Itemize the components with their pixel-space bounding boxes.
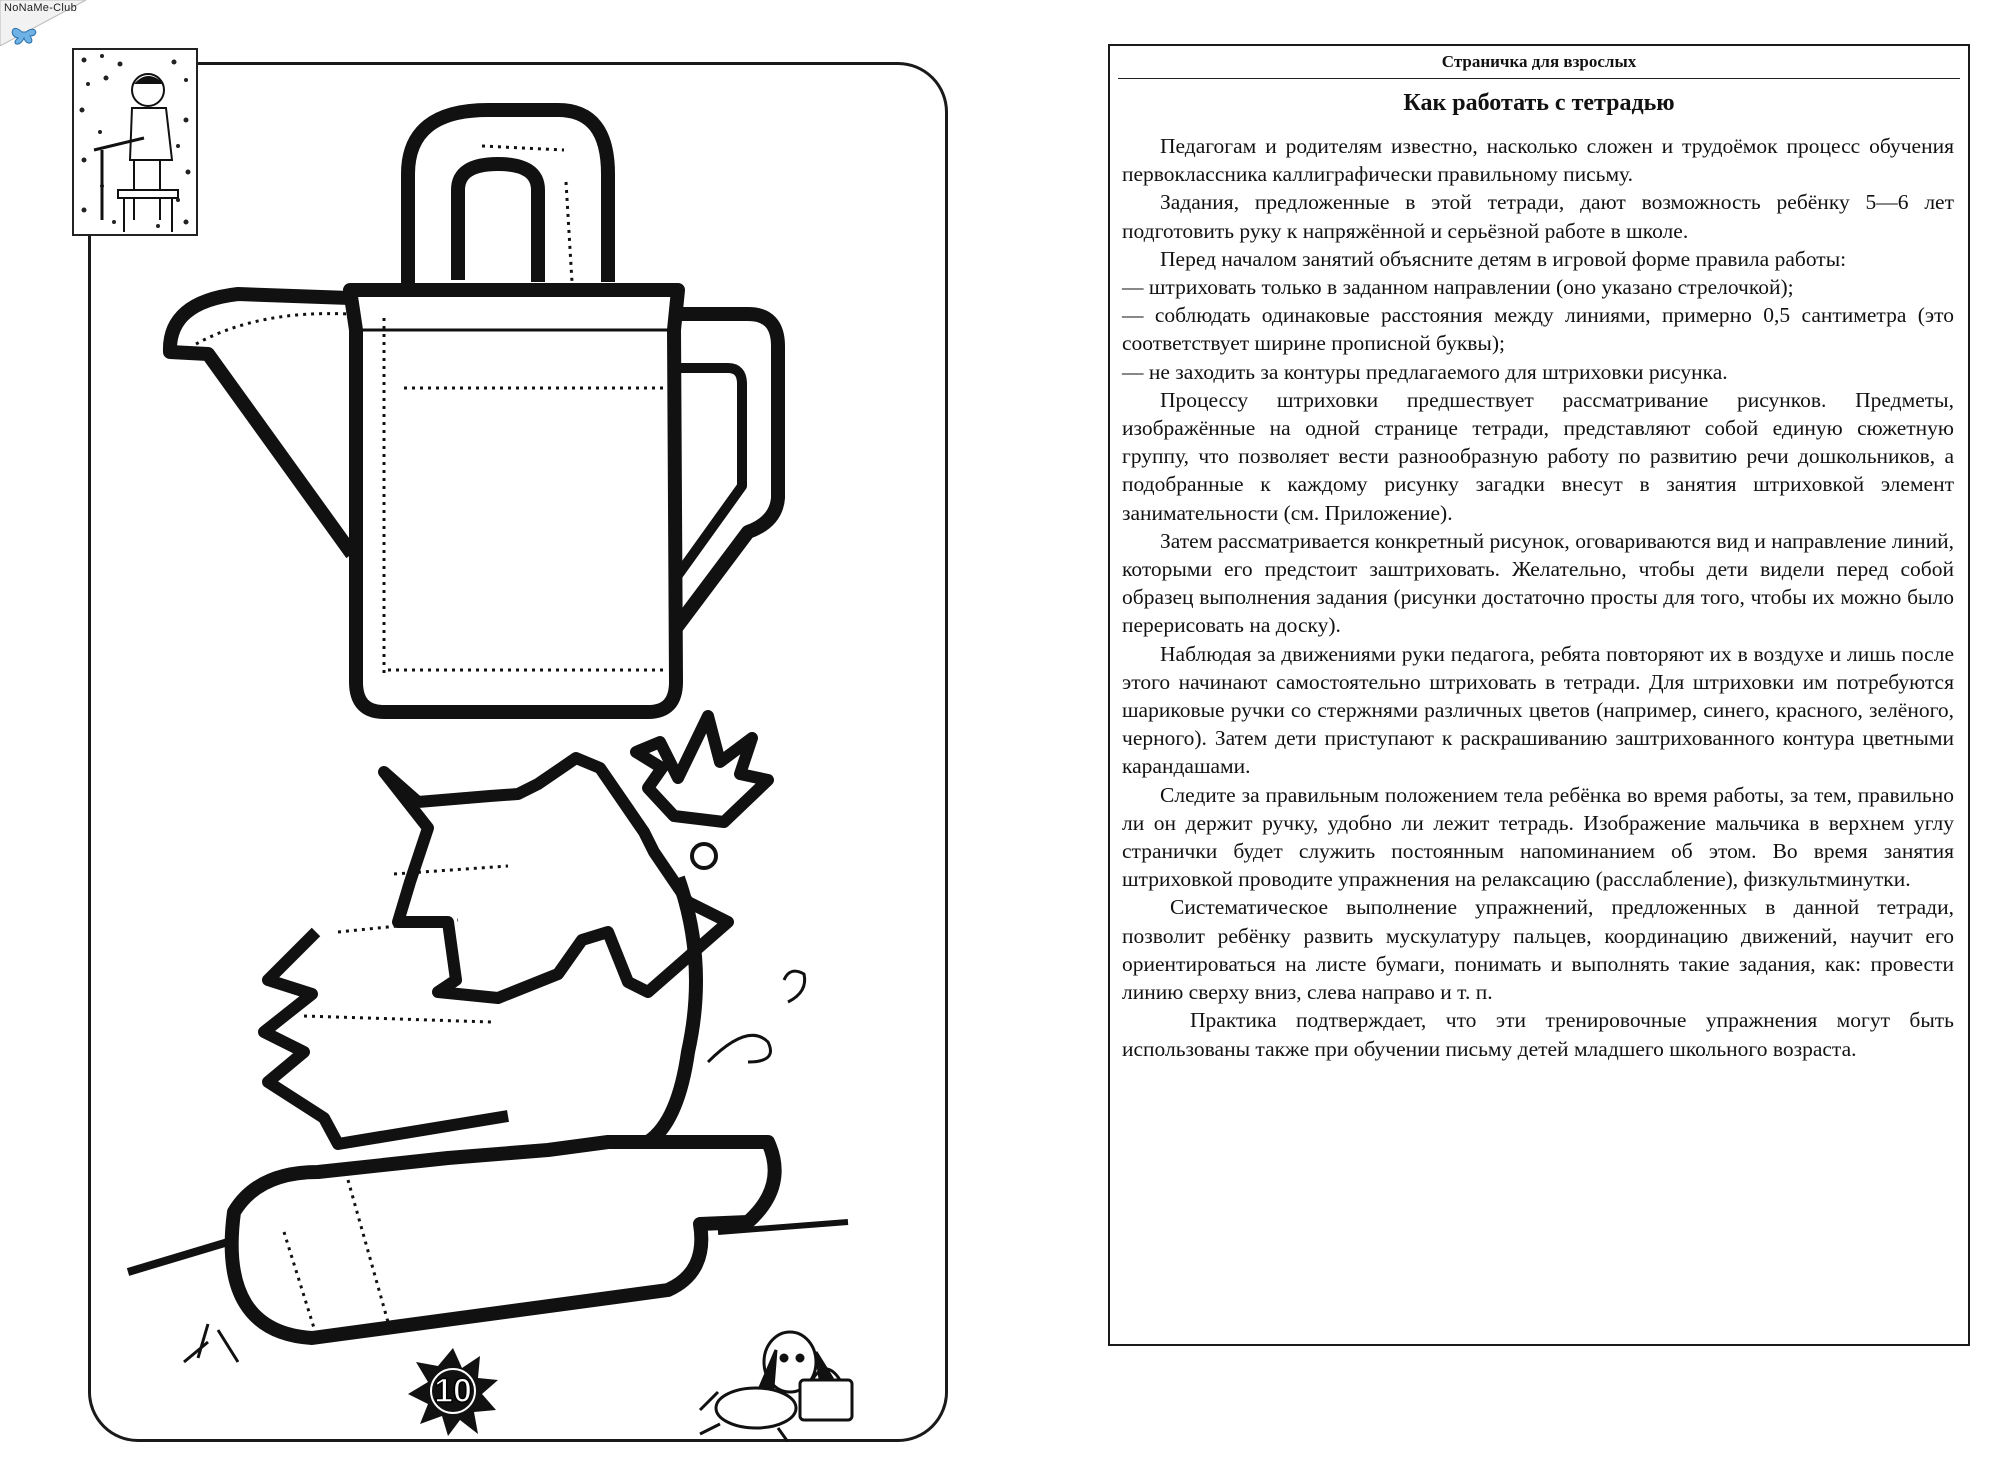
header-divider bbox=[1118, 78, 1960, 79]
paragraph: Перед началом занятий объясните детям в игровой форме правила работы: bbox=[1160, 246, 1847, 271]
paragraph: Педагогам и родителям известно, насколько сложен и трудоёмок процесс обучения первоклассника каллиграфически правильному письму. bbox=[1122, 134, 1954, 187]
rule-item: — не заходить за контуры предлагаемого для штриховки рисунка. bbox=[1122, 359, 1728, 384]
section-header: Страничка для взрослых bbox=[1441, 52, 1637, 71]
cucumber-plant-illustration bbox=[128, 716, 848, 1362]
paragraph: Следите за правильным положением тела ребёнка во время работы, за тем, правильно ли он держит ручку, удобно ли лежит тетрадь. Изображение мальчика в верхнем углу странички будет служить постоянным напоминанием об этом. Во время занятия штриховкой проводите упражнения на релаксацию (расслабление), физкультминутки. bbox=[1122, 782, 1954, 892]
left-page-illustrations bbox=[88, 62, 948, 1442]
paragraph: Систематическое выполнение упражнений, предложенных в данной тетради, позволит ребёнку развить мускулатуру пальцев, координацию движений, научит его ориентироваться на листе бумаги, понимать и выполнять такие задания, как: провести линию сверху вниз, слева направо и т. п. bbox=[1122, 895, 1954, 1005]
watermark bbox=[0, 0, 86, 46]
rule-item: — соблюдать одинаковые расстояния между линиями, примерно 0,5 сантиметра (это соответствует ширине прописной буквы); bbox=[1122, 303, 1954, 356]
rule-item: — штриховать только в заданном направлении (оно указано стрелочкой); bbox=[1122, 275, 1794, 300]
watering-can-illustration bbox=[170, 110, 778, 712]
puppy-with-bag-illustration bbox=[700, 1332, 852, 1442]
body-text bbox=[1122, 132, 1954, 1063]
page-title: Как работать с тетрадью bbox=[1403, 90, 1675, 116]
paragraph: Затем рассматривается конкретный рисунок, оговариваются вид и направление линий, которыми его предстоит заштриховать. Желательно, чтобы дети видели перед собой образец выполнения задания (рисунки достаточно просты для того, чтобы их можно было перерисовать на доску). bbox=[1122, 528, 1954, 638]
page-number: 10 bbox=[434, 1372, 472, 1410]
paragraph: Наблюдая за движениями руки педагога, ребята повторяют их в воздухе и лишь после этого начинают самостоятельно штриховать в тетради. Для штриховки им потребуются шариковые ручки со стержнями различных цветов (например, синего, красного, зелёного, черного). Затем дети приступают к раскрашиванию заштрихованного контура цветными карандашами. bbox=[1122, 641, 1954, 779]
paragraph: Задания, предложенные в этой тетради, дают возможность ребёнку 5—6 лет подготовить руку к напряжённой и серьёзной работе в школе. bbox=[1122, 190, 1954, 243]
page-number-badge bbox=[408, 1346, 498, 1436]
right-page bbox=[1108, 44, 1970, 1346]
paragraph: Процессу штриховки предшествует рассматривание рисунков. Предметы, изображённые на одной странице тетради, представляют собой единую сюжетную группу, что позволяет вести разнообразную работу по развитию речи дошкольников, а подобранные к каждому рисунку загадки внесут в занятия штриховкой элемент занимательности (см. Приложение). bbox=[1122, 387, 1954, 525]
watermark-text: NoNaMe-Club bbox=[4, 2, 77, 14]
paragraph: Практика подтверждает, что эти тренировочные упражнения могут быть использованы также при обучении письму детей младшего школьного возраста. bbox=[1122, 1008, 1954, 1061]
